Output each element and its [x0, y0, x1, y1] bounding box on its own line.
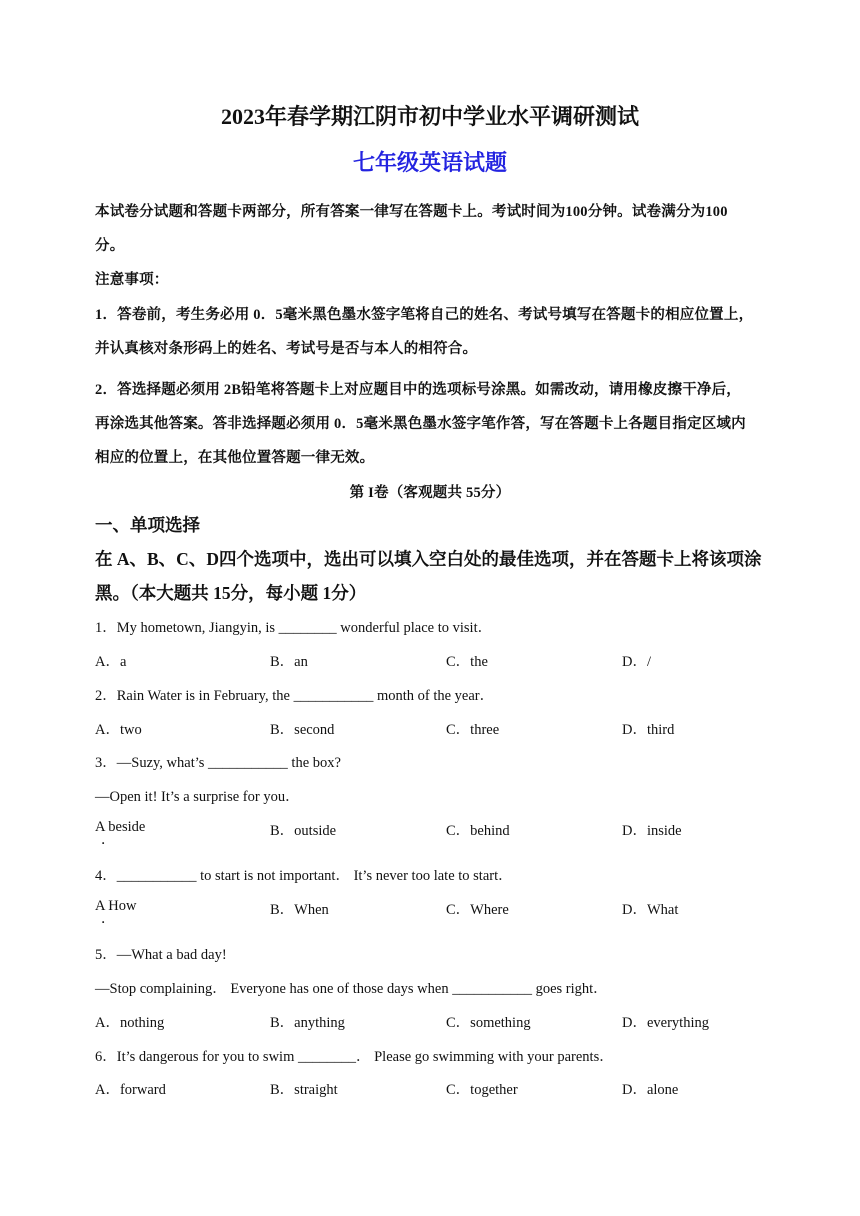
q1-option-c: C．the — [446, 654, 488, 670]
q2-option-b: B．second — [270, 722, 335, 738]
q1-option-a: A．a — [95, 654, 127, 670]
q6-option-d: D．alone — [622, 1082, 679, 1098]
q4-option-a-dot: ． — [101, 912, 115, 927]
question-5-stem: 5．—What a bad day! — [95, 947, 227, 963]
q1-option-d: D．/ — [622, 654, 651, 670]
q3-option-a-dot: ． — [101, 833, 115, 848]
volume-title: 第 I卷（客观题共 55分） — [349, 485, 511, 501]
q1-option-b: B．an — [270, 654, 308, 670]
q5-option-c: C．something — [446, 1015, 531, 1031]
q2-option-c: C．three — [446, 722, 500, 738]
q2-option-d: D．third — [622, 722, 675, 738]
question-6-stem: 6．It’s dangerous for you to swim ________． Please go swimming with your parents． — [95, 1049, 614, 1065]
q2-option-a: A．two — [95, 722, 142, 738]
question-4-stem: 4．___________ to start is not important． It’s never too late to start． — [95, 868, 513, 884]
q4-option-d: D．What — [622, 902, 679, 918]
notes-label: 注意事项： — [95, 272, 169, 288]
instruction-line-1: 在 A、B、C、D四个选项中，选出可以填入空白处的最佳选项，并在答题卡上将该项涂 — [95, 549, 762, 569]
instruction-line-2: 黑。（本大题共 15分，每小题 1分） — [95, 583, 367, 603]
q3-option-d: D．inside — [622, 823, 682, 839]
page-subtitle: 七年级英语试题 — [352, 150, 507, 175]
note-2-line-3: 相应的位置上，在其他位置答题一律无效。 — [95, 450, 375, 466]
q4-option-a: A How — [95, 898, 137, 914]
q5-option-b: B．anything — [270, 1015, 345, 1031]
note-1-line-2: 并认真核对条形码上的姓名、考试号是否与本人的相符合。 — [95, 341, 478, 357]
q5-option-d: D．everything — [622, 1015, 709, 1031]
q4-option-b: B．When — [270, 902, 329, 918]
note-2-line-2: 再涂选其他答案。答非选择题必须用 0．5毫米黑色墨水签字笔作答，写在答题卡上各题目指定区域内 — [95, 416, 746, 432]
q6-option-b: B．straight — [270, 1082, 338, 1098]
question-3-line-2: —Open it! It’s a surprise for you． — [95, 789, 300, 805]
note-2-line-1: 2．答选择题必须用 2B铅笔将答题卡上对应题目中的选项标号涂黑。如需改动，请用橡皮擦干净后， — [95, 382, 741, 398]
question-5-line-2: —Stop complaining． Everyone has one of those days when ___________ goes right． — [95, 981, 608, 997]
q5-option-a: A．nothing — [95, 1015, 165, 1031]
part-title: 一、单项选择 — [95, 515, 200, 535]
q4-option-c: C．Where — [446, 902, 509, 918]
q3-option-c: C．behind — [446, 823, 510, 839]
question-2-stem: 2．Rain Water is in February, the ___________ month of the year． — [95, 688, 495, 704]
intro-line-1: 本试卷分试题和答题卡两部分，所有答案一律写在答题卡上。考试时间为100分钟。试卷满分为100 — [95, 204, 728, 220]
question-3-stem: 3．—Suzy, what’s ___________ the box? — [95, 755, 341, 771]
question-1-stem: 1．My hometown, Jiangyin, is ________ wonderful place to visit． — [95, 620, 493, 636]
note-1-line-1: 1．答卷前，考生务必用 0．5毫米黑色墨水签字笔将自己的姓名、考试号填写在答题卡的相应位置上， — [95, 307, 754, 323]
intro-line-2: 分。 — [95, 238, 125, 254]
q6-option-c: C．together — [446, 1082, 518, 1098]
q3-option-b: B．outside — [270, 823, 337, 839]
q3-option-a: A beside — [95, 819, 146, 835]
page-title: 2023年春学期江阴市初中学业水平调研测试 — [220, 104, 639, 129]
q6-option-a: A．forward — [95, 1082, 166, 1098]
